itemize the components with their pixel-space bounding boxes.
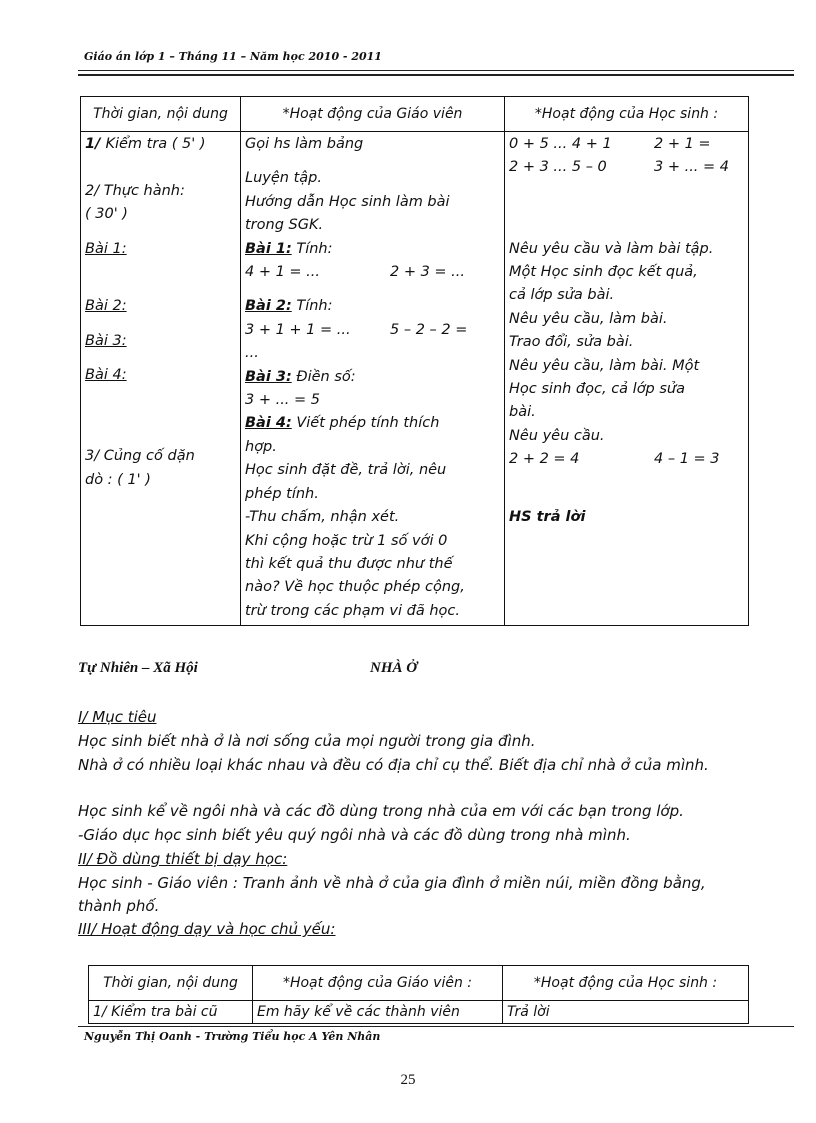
bai3-exercise: 3 + ... = 5 xyxy=(245,392,321,409)
student-exercises-2 xyxy=(509,156,744,179)
student-expr: 2 + 1 = xyxy=(654,136,711,152)
teacher-line: Gọi hs làm bảng xyxy=(245,136,364,152)
teacher-line: phép tính. xyxy=(245,485,319,502)
teacher-line: thì kết quả thu được như thế xyxy=(245,555,453,572)
heading-activities-text: III/ Hoạt động dạy và học chủ yếu: xyxy=(78,920,336,938)
lesson-title: NHÀ Ở xyxy=(370,660,418,676)
student-line: Nêu yêu cầu. xyxy=(509,427,605,444)
teacher-line: hợp. xyxy=(245,438,277,455)
student-expr: 4 – 1 = 3 xyxy=(654,451,720,468)
student-exercises-1 xyxy=(509,133,744,156)
time-column xyxy=(81,132,241,626)
cung-co-time: dò : ( 1' ) xyxy=(85,471,151,488)
bai2-title: Bài 2: xyxy=(245,298,292,315)
bai4-heading xyxy=(245,412,500,435)
header-student: *Hoạt động của Học sinh : xyxy=(505,97,749,132)
student-line: Nêu yêu cầu và làm bài tập. xyxy=(509,240,714,257)
table-header-row xyxy=(81,97,749,132)
bai2-text: Tính: xyxy=(291,298,333,315)
lesson-table-1 xyxy=(80,96,749,626)
student-line: bài. xyxy=(509,404,536,421)
student-expr: 2 + 3 ... 5 – 0 xyxy=(509,159,607,176)
thuc-hanh-time: ( 30' ) xyxy=(85,206,128,223)
subject-title: Tự Nhiên – Xã Hội xyxy=(78,660,198,676)
student-expr: 2 + 2 = 4 xyxy=(509,451,580,468)
heading-materials xyxy=(78,848,718,871)
heading-activities xyxy=(78,918,718,941)
header-rule xyxy=(78,70,794,71)
bai2-continuation: ... xyxy=(245,345,259,362)
bai2-expr-a: 3 + 1 + 1 = ... xyxy=(245,321,351,338)
bai2-expr-b: 5 – 2 – 2 = xyxy=(390,321,468,338)
lesson-table-2 xyxy=(88,965,749,1024)
header-teacher: *Hoạt động của Giáo viên xyxy=(241,97,505,132)
page-number: 25 xyxy=(400,1072,416,1088)
teacher-line: Luyện tập. xyxy=(245,170,322,187)
teacher-line: Khi cộng hoặc trừ 1 số với 0 xyxy=(245,532,448,549)
page-header: Giáo án lớp 1 – Tháng 11 – Năm học 2010 - 2011 xyxy=(84,50,382,63)
student-expr: 3 + ... = 4 xyxy=(654,159,730,176)
heading-objectives xyxy=(78,706,718,729)
thuc-hanh-label: 2/ Thực hành: xyxy=(85,182,185,199)
header-time: Thời gian, nội dung xyxy=(81,97,241,132)
header-teacher: *Hoạt động của Giáo viên : xyxy=(253,966,503,1001)
paragraph: -Giáo dục học sinh biết yêu quý ngôi nhà và các đồ dùng trong nhà mình. xyxy=(78,826,631,844)
bai4-label: Bài 4: xyxy=(85,367,127,384)
bai3-text: Điền số: xyxy=(291,368,356,385)
bai1-text: Tính: xyxy=(291,240,333,257)
student-column xyxy=(505,132,749,626)
kiem-tra-label: Kiểm tra ( 5' ) xyxy=(105,136,206,152)
student-exercises-3 xyxy=(509,448,744,471)
teacher-line: trừ trong các phạm vi đã học. xyxy=(245,602,460,619)
teacher-line: nào? Về học thuộc phép cộng, xyxy=(245,579,465,596)
table-row xyxy=(89,1001,749,1024)
teacher-line: trong SGK. xyxy=(245,217,324,234)
paragraph: Học sinh biết nhà ở là nơi sống của mọi người trong gia đình. xyxy=(78,732,536,750)
bai2-exercises xyxy=(245,319,500,342)
table-cell: Em hãy kể về các thành viên xyxy=(253,1001,503,1024)
bai1-expr-b: 2 + 3 = ... xyxy=(390,264,466,281)
student-line: Trao đổi, sửa bài. xyxy=(509,334,634,351)
bai3-title: Bài 3: xyxy=(245,368,292,385)
bai3-heading xyxy=(245,366,500,389)
teacher-column xyxy=(241,132,505,626)
bai1-exercises xyxy=(245,261,500,284)
paragraph: Học sinh kể về ngôi nhà và các đồ dùng trong nhà của em với các bạn trong lớp. xyxy=(78,802,684,820)
bai3-label: Bài 3: xyxy=(85,332,127,349)
paragraph: Học sinh - Giáo viên : Tranh ảnh về nhà ở của gia đình ở miền núi, miền đồng bằng, thành phố. xyxy=(78,874,706,915)
teacher-line: -Thu chấm, nhận xét. xyxy=(245,509,400,526)
header-time: Thời gian, nội dung xyxy=(89,966,253,1001)
student-line: Nêu yêu cầu, làm bài. Một xyxy=(509,357,700,374)
header-student: *Hoạt động của Học sinh : xyxy=(503,966,749,1001)
bai1-label: Bài 1: xyxy=(85,240,127,257)
footer-rule xyxy=(78,1026,794,1027)
table-row xyxy=(81,132,749,626)
teacher-line: Hướng dẫn Học sinh làm bài xyxy=(245,193,450,210)
kiem-tra-line xyxy=(85,133,236,156)
bai4-text: Viết phép tính thích xyxy=(291,415,440,432)
heading-objectives-text: I/ Mục tiêu xyxy=(78,708,157,726)
bai4-title: Bài 4: xyxy=(245,415,292,432)
bai1-title: Bài 1: xyxy=(245,240,292,257)
table-cell: Trả lời xyxy=(503,1001,749,1024)
table-header-row xyxy=(89,966,749,1001)
paragraph: Nhà ở có nhiều loại khác nhau và đều có địa chỉ cụ thể. Biết địa chỉ nhà ở của mình. xyxy=(78,756,709,774)
bai2-label: Bài 2: xyxy=(85,298,127,315)
page-footer: Nguyễn Thị Oanh - Trường Tiểu học A Yên Nhân xyxy=(84,1030,381,1043)
cung-co-label: 3/ Củng cố dặn xyxy=(85,448,195,465)
header-rule-thick xyxy=(78,74,794,76)
heading-materials-text: II/ Đồ dùng thiết bị dạy học: xyxy=(78,850,288,868)
table-cell: 1/ Kiểm tra bài cũ xyxy=(89,1001,253,1024)
student-line: Một Học sinh đọc kết quả, xyxy=(509,264,698,280)
kiem-tra-num: 1/ xyxy=(85,136,101,152)
student-line: Nêu yêu cầu, làm bài. xyxy=(509,310,668,327)
teacher-line: Học sinh đặt đề, trả lời, nêu xyxy=(245,462,447,479)
student-line: cả lớp sửa bài. xyxy=(509,287,615,304)
bai1-heading xyxy=(245,238,500,261)
student-line: Học sinh đọc, cả lớp sửa xyxy=(509,381,686,398)
student-line: HS trả lời xyxy=(509,509,586,526)
student-expr: 0 + 5 ... 4 + 1 xyxy=(509,136,612,152)
bai2-heading xyxy=(245,295,500,318)
bai1-expr-a: 4 + 1 = ... xyxy=(245,264,321,281)
